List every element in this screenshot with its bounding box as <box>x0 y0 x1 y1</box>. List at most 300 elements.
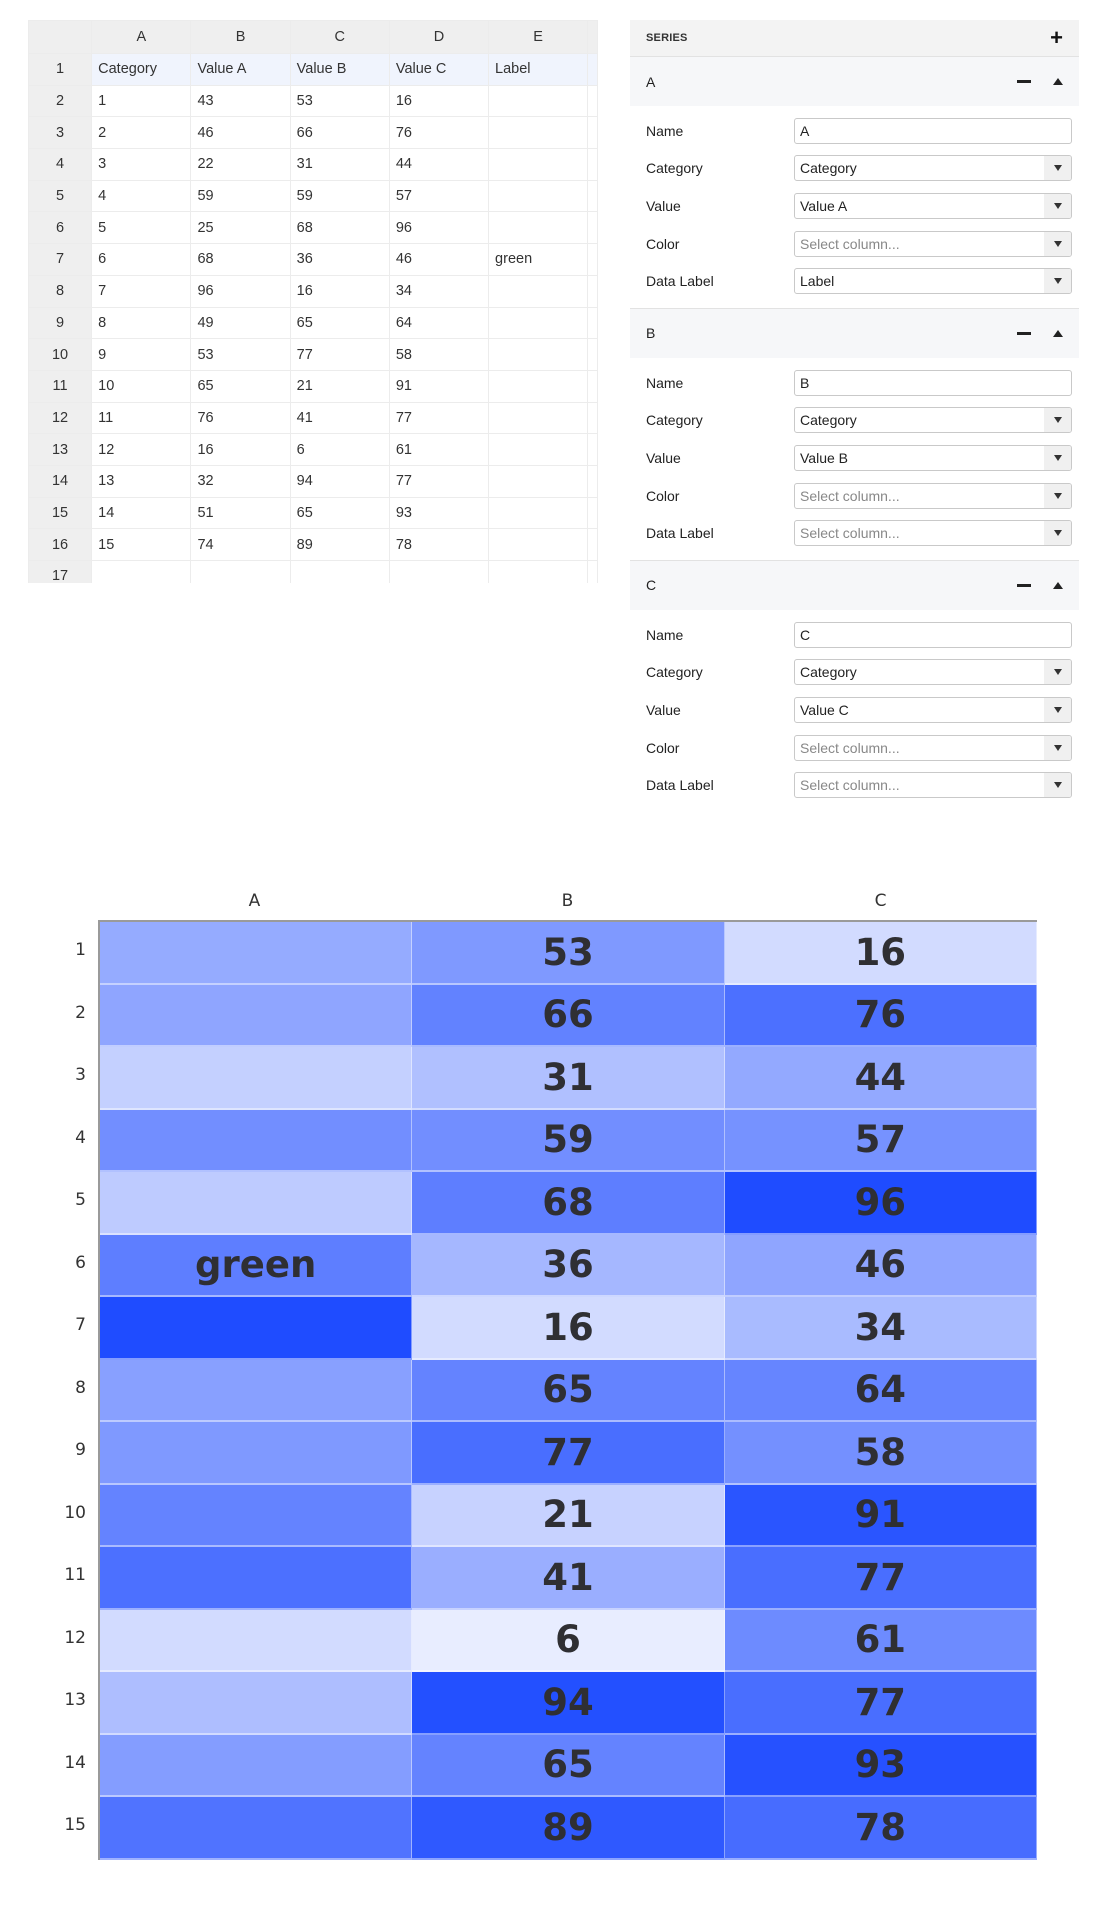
heatmap-cell <box>100 1297 412 1360</box>
heatmap-row-label: 5 <box>75 1190 86 1210</box>
heatmap-cell: 57 <box>725 1110 1037 1173</box>
field-label: Color <box>646 235 680 252</box>
heatmap-cell: 94 <box>412 1672 724 1735</box>
remove-series-minus-icon[interactable] <box>1017 80 1031 83</box>
cell-d[interactable]: 77 <box>389 402 488 434</box>
field-category <box>646 402 1072 440</box>
cell-d[interactable]: 76 <box>389 117 488 149</box>
field-name <box>646 616 1072 654</box>
heatmap-chart <box>0 880 1101 1880</box>
caret-down-icon <box>1054 203 1062 209</box>
heatmap-cell <box>100 1735 412 1798</box>
cell-e[interactable] <box>489 465 588 497</box>
data-label-select[interactable] <box>794 772 1072 798</box>
sheet-row-7 <box>29 244 598 276</box>
field-label: Name <box>646 122 684 139</box>
cell-b[interactable]: 49 <box>191 307 290 339</box>
heatmap-cell: 58 <box>725 1422 1037 1485</box>
field-value <box>646 439 1072 477</box>
row-header[interactable]: 8 <box>29 275 92 307</box>
field-value <box>646 691 1072 729</box>
heatmap-cell <box>100 1360 412 1423</box>
cell-b[interactable]: 22 <box>191 149 290 181</box>
heatmap-cell: 77 <box>725 1672 1037 1735</box>
heatmap-row <box>100 922 1037 985</box>
row-header[interactable]: 6 <box>29 212 92 244</box>
heatmap-row <box>100 1422 1037 1485</box>
heatmap-row-label: 6 <box>75 1252 86 1273</box>
sheet-row-6 <box>29 212 598 244</box>
field-label: Name <box>646 374 684 391</box>
dropdown-button[interactable] <box>1044 773 1071 797</box>
heatmap-row <box>100 1110 1037 1173</box>
heatmap-row <box>100 1547 1037 1610</box>
cell[interactable] <box>191 561 290 584</box>
color-select[interactable] <box>794 483 1072 509</box>
cell-e[interactable] <box>489 149 588 181</box>
heatmap-cell: 65 <box>412 1360 724 1423</box>
caret-down-icon <box>1054 707 1062 713</box>
cell[interactable] <box>588 339 598 371</box>
heatmap-cell <box>100 922 412 985</box>
series-fields <box>630 358 1079 560</box>
header-cell-b[interactable]: Value A <box>191 54 290 86</box>
cell-e[interactable] <box>489 117 588 149</box>
series-name-input[interactable] <box>794 370 1072 396</box>
heatmap-row <box>100 1172 1037 1235</box>
value-select[interactable] <box>794 193 1072 219</box>
row-header[interactable]: 3 <box>29 117 92 149</box>
select-value: Select column... <box>800 777 900 794</box>
dropdown-button[interactable] <box>1044 736 1071 760</box>
cell-b[interactable]: 65 <box>191 370 290 402</box>
cell-c[interactable]: 66 <box>290 117 389 149</box>
heatmap-cell: 96 <box>725 1172 1037 1235</box>
cell-a[interactable]: 10 <box>92 370 191 402</box>
select-value: Select column... <box>800 525 900 542</box>
cell-e[interactable] <box>489 402 588 434</box>
remove-series-minus-icon[interactable] <box>1017 332 1031 335</box>
series-header[interactable] <box>630 561 1079 610</box>
cell-d[interactable]: 46 <box>389 244 488 276</box>
dropdown-button[interactable] <box>1044 484 1071 508</box>
cell-e[interactable] <box>489 307 588 339</box>
row-header[interactable]: 11 <box>29 370 92 402</box>
cell-d[interactable]: 91 <box>389 370 488 402</box>
cell-b[interactable]: 53 <box>191 339 290 371</box>
collapse-triangle-up-icon[interactable] <box>1053 78 1063 85</box>
dropdown-button[interactable] <box>1044 660 1071 684</box>
cell-a[interactable]: 11 <box>92 402 191 434</box>
heatmap-cell: 21 <box>412 1485 724 1548</box>
row-header[interactable]: 10 <box>29 339 92 371</box>
cell-d[interactable]: 61 <box>389 434 488 466</box>
dropdown-button[interactable] <box>1044 521 1071 545</box>
field-label: Data Label <box>646 525 714 542</box>
series-header[interactable] <box>630 57 1079 106</box>
heatmap-row-label: 15 <box>64 1815 86 1835</box>
sheet-row-11 <box>29 370 598 402</box>
field-label: Color <box>646 487 680 504</box>
dropdown-button[interactable] <box>1044 446 1071 470</box>
cell-a[interactable]: 4 <box>92 180 191 212</box>
cell-c[interactable]: 53 <box>290 85 389 117</box>
select-value: Select column... <box>800 235 900 252</box>
cell[interactable] <box>588 497 598 529</box>
select-value: Value B <box>800 449 848 466</box>
heatmap-row <box>100 1610 1037 1673</box>
cell-a[interactable]: 5 <box>92 212 191 244</box>
cell[interactable] <box>588 370 598 402</box>
heatmap-cell: 46 <box>725 1235 1037 1298</box>
cell-c[interactable]: 65 <box>290 307 389 339</box>
cell-e[interactable] <box>489 434 588 466</box>
field-label: Category <box>646 160 703 177</box>
collapse-triangle-up-icon[interactable] <box>1053 582 1063 589</box>
heatmap-cell <box>100 1797 412 1860</box>
heatmap-row-label: 2 <box>75 1002 86 1023</box>
data-label-select[interactable] <box>794 268 1072 294</box>
cell-b[interactable]: 16 <box>191 434 290 466</box>
cell-e[interactable] <box>489 85 588 117</box>
field-label: Category <box>646 664 703 681</box>
sheet-row-13 <box>29 434 598 466</box>
select-value: Category <box>800 664 857 681</box>
heatmap-row-label: 8 <box>75 1377 86 1398</box>
cell-d[interactable]: 34 <box>389 275 488 307</box>
field-data-label <box>646 514 1072 552</box>
series-header-title: C <box>646 577 657 594</box>
series-fields <box>630 106 1079 308</box>
heatmap-cell: 36 <box>412 1235 724 1298</box>
cell-c[interactable]: 77 <box>290 339 389 371</box>
field-category <box>646 654 1072 692</box>
cell[interactable] <box>588 85 598 117</box>
heatmap-cell: 91 <box>725 1485 1037 1548</box>
heatmap-cell: 53 <box>412 922 724 985</box>
series-header-title: B <box>646 325 656 342</box>
series-block-b <box>630 309 1079 561</box>
cell-e[interactable] <box>489 529 588 561</box>
cell-d[interactable]: 78 <box>389 529 488 561</box>
dropdown-button[interactable] <box>1044 408 1071 432</box>
dropdown-button[interactable] <box>1044 269 1071 293</box>
cell-a[interactable]: 2 <box>92 117 191 149</box>
field-category <box>646 150 1072 188</box>
heatmap-cell: 77 <box>725 1547 1037 1610</box>
field-value <box>646 187 1072 225</box>
cell-e[interactable]: green <box>489 244 588 276</box>
cell-c[interactable]: 65 <box>290 497 389 529</box>
cell[interactable] <box>588 402 598 434</box>
heatmap-row-label: 7 <box>75 1315 86 1335</box>
color-select[interactable] <box>794 735 1072 761</box>
cell-a[interactable]: 14 <box>92 497 191 529</box>
field-label: Category <box>646 412 703 429</box>
heatmap-cell: 16 <box>412 1297 724 1360</box>
heatmap-row <box>100 1360 1037 1423</box>
cell-b[interactable]: 76 <box>191 402 290 434</box>
cell-b[interactable]: 96 <box>191 275 290 307</box>
cell-a[interactable]: 7 <box>92 275 191 307</box>
field-color <box>646 729 1072 767</box>
cell-a[interactable]: 1 <box>92 85 191 117</box>
column-header-row <box>29 21 598 54</box>
select-value: Value C <box>800 701 849 718</box>
category-select[interactable] <box>794 155 1072 181</box>
field-color <box>646 225 1072 263</box>
header-cell-d[interactable]: Value C <box>389 54 488 86</box>
caret-down-icon <box>1054 530 1062 536</box>
cell-a[interactable]: 8 <box>92 307 191 339</box>
select-value: Category <box>800 412 857 429</box>
field-label: Data Label <box>646 777 714 794</box>
cell-e[interactable] <box>489 339 588 371</box>
field-label: Data Label <box>646 273 714 290</box>
heatmap-row <box>100 1735 1037 1798</box>
heatmap-row <box>100 1797 1037 1860</box>
row-header[interactable]: 1 <box>29 54 92 86</box>
cell[interactable] <box>588 561 598 584</box>
field-label: Name <box>646 626 684 643</box>
cell[interactable] <box>588 244 598 276</box>
row-header[interactable]: 9 <box>29 307 92 339</box>
cell-b[interactable]: 74 <box>191 529 290 561</box>
cell-a[interactable]: 3 <box>92 149 191 181</box>
heatmap-row <box>100 1672 1037 1735</box>
sheet-row-14 <box>29 465 598 497</box>
category-select[interactable] <box>794 407 1072 433</box>
heatmap-cell: 66 <box>412 985 724 1048</box>
cell[interactable] <box>588 434 598 466</box>
cell[interactable] <box>489 561 588 584</box>
sheet-row-2 <box>29 85 598 117</box>
cell[interactable] <box>588 529 598 561</box>
cell-d[interactable]: 16 <box>389 85 488 117</box>
caret-down-icon <box>1054 745 1062 751</box>
cell-b[interactable]: 25 <box>191 212 290 244</box>
heatmap-row <box>100 1047 1037 1110</box>
cell[interactable] <box>588 212 598 244</box>
series-block-c <box>630 561 1079 812</box>
cell-d[interactable]: 93 <box>389 497 488 529</box>
sheet-row-3 <box>29 117 598 149</box>
sheet-row-10 <box>29 339 598 371</box>
row-header[interactable]: 5 <box>29 180 92 212</box>
cell[interactable] <box>588 307 598 339</box>
cell[interactable] <box>588 117 598 149</box>
column-header-b[interactable]: B <box>191 21 290 54</box>
heatmap-row-label: 4 <box>75 1127 86 1148</box>
collapse-triangle-up-icon[interactable] <box>1053 330 1063 337</box>
cell-c[interactable]: 36 <box>290 244 389 276</box>
heatmap-row-label: 11 <box>64 1565 86 1585</box>
cell-c[interactable]: 16 <box>290 275 389 307</box>
column-header-e[interactable]: E <box>489 21 588 54</box>
cell-b[interactable]: 46 <box>191 117 290 149</box>
series-panel-header <box>630 20 1079 57</box>
header-cell-c[interactable]: Value B <box>290 54 389 86</box>
series-name-input[interactable] <box>794 622 1072 648</box>
add-series-plus-icon[interactable]: + <box>1050 25 1063 50</box>
select-value: Label <box>800 273 835 290</box>
select-value: Category <box>800 160 857 177</box>
heatmap-cell: 77 <box>412 1422 724 1485</box>
row-header[interactable]: 4 <box>29 149 92 181</box>
cell[interactable] <box>588 465 598 497</box>
field-color <box>646 477 1072 515</box>
header-cell-a[interactable]: Category <box>92 54 191 86</box>
cell-a[interactable]: 15 <box>92 529 191 561</box>
value-select[interactable] <box>794 697 1072 723</box>
heatmap-cell: 64 <box>725 1360 1037 1423</box>
heatmap-row-label: 9 <box>75 1440 86 1460</box>
data-label-select[interactable] <box>794 520 1072 546</box>
heatmap-cell: 16 <box>725 922 1037 985</box>
heatmap-cell: 34 <box>725 1297 1037 1360</box>
heatmap-row-label: 3 <box>75 1065 86 1085</box>
heatmap-cell <box>100 985 412 1048</box>
dropdown-button[interactable] <box>1044 698 1071 722</box>
cell-c[interactable]: 31 <box>290 149 389 181</box>
cell-e[interactable] <box>489 370 588 402</box>
field-data-label <box>646 262 1072 300</box>
heatmap-cell <box>100 1172 412 1235</box>
row-header[interactable]: 16 <box>29 529 92 561</box>
cell-a[interactable]: 13 <box>92 465 191 497</box>
cell[interactable] <box>389 561 488 584</box>
cell-c[interactable]: 94 <box>290 465 389 497</box>
heatmap-cell <box>100 1610 412 1673</box>
column-header-d[interactable]: D <box>389 21 488 54</box>
series-panel-title: SERIES <box>646 32 688 44</box>
row-header[interactable]: 7 <box>29 244 92 276</box>
cell-c[interactable]: 6 <box>290 434 389 466</box>
heatmap-cell <box>100 1422 412 1485</box>
remove-series-minus-icon[interactable] <box>1017 584 1031 587</box>
dropdown-button[interactable] <box>1044 156 1071 180</box>
cell-c[interactable]: 89 <box>290 529 389 561</box>
cell-d[interactable]: 44 <box>389 149 488 181</box>
cell[interactable] <box>588 149 598 181</box>
cell-d[interactable]: 57 <box>389 180 488 212</box>
series-fields <box>630 610 1079 812</box>
cell[interactable] <box>588 180 598 212</box>
heatmap-row <box>100 1297 1037 1360</box>
row-header[interactable]: 17 <box>29 561 92 584</box>
heatmap-cell: 61 <box>725 1610 1037 1673</box>
cell-b[interactable]: 68 <box>191 244 290 276</box>
heatmap-row <box>100 1485 1037 1548</box>
cell-a[interactable]: 6 <box>92 244 191 276</box>
cell-c[interactable]: 59 <box>290 180 389 212</box>
sheet-row-17 <box>29 561 598 584</box>
spreadsheet-table <box>28 20 598 583</box>
caret-down-icon <box>1054 278 1062 284</box>
sheet-row-9 <box>29 307 598 339</box>
series-header[interactable] <box>630 309 1079 358</box>
select-value: Select column... <box>800 487 900 504</box>
select-all-corner[interactable] <box>29 21 92 54</box>
cell[interactable] <box>588 275 598 307</box>
dropdown-button[interactable] <box>1044 194 1071 218</box>
cell[interactable] <box>588 54 598 86</box>
cell-b[interactable]: 59 <box>191 180 290 212</box>
series-header-title: A <box>646 73 656 90</box>
cell-d[interactable]: 96 <box>389 212 488 244</box>
sheet-row-15 <box>29 497 598 529</box>
cell[interactable] <box>290 561 389 584</box>
cell-d[interactable]: 64 <box>389 307 488 339</box>
row-header[interactable]: 12 <box>29 402 92 434</box>
select-value: Value A <box>800 197 848 214</box>
row-header[interactable]: 13 <box>29 434 92 466</box>
heatmap-row-label: 10 <box>64 1502 86 1523</box>
cell-a[interactable]: 9 <box>92 339 191 371</box>
heatmap-cell: 41 <box>412 1547 724 1610</box>
field-label: Value <box>646 449 681 466</box>
heatmap-cell <box>100 1485 412 1548</box>
cell-c[interactable]: 21 <box>290 370 389 402</box>
sheet-row-5 <box>29 180 598 212</box>
row-header[interactable]: 15 <box>29 497 92 529</box>
dropdown-button[interactable] <box>1044 232 1071 256</box>
cell-b[interactable]: 43 <box>191 85 290 117</box>
column-header-f[interactable] <box>588 21 598 54</box>
heatmap-cell: 6 <box>412 1610 724 1673</box>
spreadsheet-grid[interactable] <box>28 20 598 583</box>
cell-b[interactable]: 32 <box>191 465 290 497</box>
header-cell-e[interactable]: Label <box>489 54 588 86</box>
heatmap-cell: 31 <box>412 1047 724 1110</box>
cell-e[interactable] <box>489 275 588 307</box>
heatmap-cell: 76 <box>725 985 1037 1048</box>
cell-e[interactable] <box>489 212 588 244</box>
cell-d[interactable]: 77 <box>389 465 488 497</box>
field-label: Value <box>646 701 681 718</box>
heatmap-column-label-b: B <box>561 891 574 911</box>
caret-down-icon <box>1054 165 1062 171</box>
field-name <box>646 364 1072 402</box>
heatmap-row <box>100 985 1037 1048</box>
category-select[interactable] <box>794 659 1072 685</box>
cell-c[interactable]: 41 <box>290 402 389 434</box>
row-header[interactable]: 2 <box>29 85 92 117</box>
series-panel <box>630 20 1079 812</box>
heatmap-cell: 68 <box>412 1172 724 1235</box>
cell-a[interactable]: 12 <box>92 434 191 466</box>
cell[interactable] <box>92 561 191 584</box>
heatmap-row <box>100 1235 1037 1298</box>
heatmap-row-label: 12 <box>64 1627 86 1648</box>
row-header[interactable]: 14 <box>29 465 92 497</box>
value-select[interactable] <box>794 445 1072 471</box>
heatmap-cell: green <box>100 1235 412 1298</box>
column-header-c[interactable]: C <box>290 21 389 54</box>
series-name-input[interactable] <box>794 118 1072 144</box>
sheet-row-1 <box>29 54 598 86</box>
color-select[interactable] <box>794 231 1072 257</box>
cell-e[interactable] <box>489 180 588 212</box>
cell-e[interactable] <box>489 497 588 529</box>
cell-b[interactable]: 51 <box>191 497 290 529</box>
heatmap-row-label: 1 <box>75 940 86 960</box>
column-header-a[interactable]: A <box>92 21 191 54</box>
heatmap-cell <box>100 1047 412 1110</box>
sheet-row-4 <box>29 149 598 181</box>
cell-d[interactable]: 58 <box>389 339 488 371</box>
cell-c[interactable]: 68 <box>290 212 389 244</box>
